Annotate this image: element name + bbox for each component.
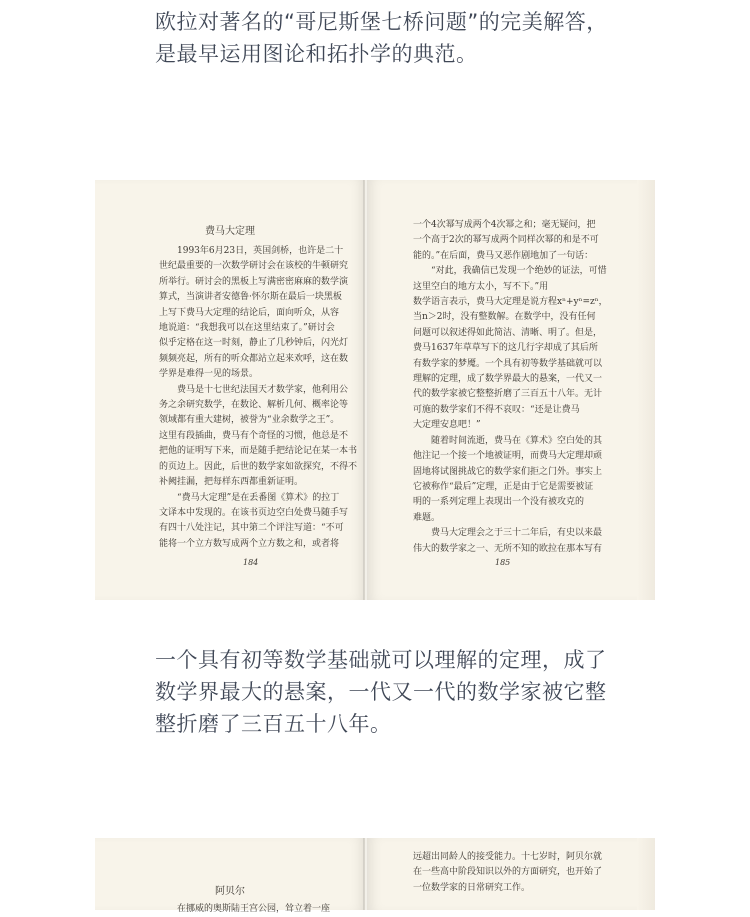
text-line: 地说道：“我想我可以在这里结束了。”研讨会 [159,323,335,334]
text-line: 学界是难得一见的场景。 [159,369,259,380]
text-line: 他注记一个接一个地被证明，而费马大定理却顽 [413,451,603,462]
text-line: 补阙挂漏，把每样东西都重新证明。 [159,477,304,488]
text-line: 数学语言表示，费马大定理是说方程xⁿ+yⁿ=zⁿ， [413,297,608,308]
text-line: 能将一个立方数写成两个立方数之和，或者将 [159,538,340,549]
text-line: 在挪威的奥斯陆王宫公园，耸立着一座 [177,904,331,914]
book-right-page [367,180,655,600]
caption-middle [155,644,607,740]
text-line: 难题。 [413,512,441,523]
text-line: 一个高于2次的幂写成两个同样次幂的和是不可 [413,235,599,246]
text-line: 明的一系列定理上表现出一个没有被攻克的 [413,497,585,508]
text-line: 文译本中发现的。在该书页边空白处费马随手写 [159,507,349,518]
text-line: 伟大的数学家之一、无所不知的欧拉在那本写有 [413,543,603,554]
text-line: 算式，当演讲者安德鲁·怀尔斯在最后一块黑板 [159,292,342,303]
text-line: 这里有段插曲，费马有个奇怪的习惯，他总是不 [159,430,349,441]
text-line: 上写下费马大定理的结论后，面向听众，从容 [159,307,340,318]
text-line: 在一些高中阶段知识以外的方面研究，也开始了 [413,867,603,878]
text-line: 费马1637年草草写下的这几行字却成了其后所 [413,343,598,354]
text-line: “费马大定理”是在丢番图《算术》的拉丁 [177,492,340,503]
text-line: 问题可以叙述得如此简洁、清晰、明了。但是， [413,327,603,338]
caption-middle-line-3: 整折磨了三百五十八年。 [155,712,392,736]
text-line: 务之余研究数学，在数论、解析几何、概率论等 [159,400,349,411]
caption-middle-line-1: 一个具有初等数学基础就可以理解的定理，成了 [155,648,607,672]
caption-top-line-1: 欧拉对著名的“哥尼斯堡七桥问题”的完美解答， [155,10,608,34]
text-line: 似乎定格在这一时刻，静止了几秒钟后，闪光灯 [159,338,349,349]
text-line: 频频亮起，所有的听众都站立起来欢呼，这在数 [159,353,349,364]
page-number: 185 [495,558,511,567]
text-line: 这里空白的地方太小，写不下。”用 [413,281,549,292]
text-line: 所举行。研讨会的黑板上写满密密麻麻的数学演 [159,276,349,287]
book-right-page [367,838,655,910]
book-left-page [95,838,365,914]
chapter-title: 费马大定理 [205,226,255,237]
right-page-text [413,850,602,896]
text-line: 的页边上。因此，后世的数学家如欲探究，不得不 [159,461,358,472]
text-line: 把他的证明写下来，而是随手把结论记在某一本书 [159,446,358,457]
text-line: “对此，我确信已发现一个绝妙的证法，可惜 [431,266,607,277]
text-line: 可施的数学家们不得不哀叹：“还是让费马 [413,404,580,415]
text-line: 有四十八处注记，其中第二个评注写道：“不可 [159,523,344,534]
page-number: 184 [243,558,259,567]
book-spread-photo-1 [95,180,655,600]
text-line: 有数学家的梦魇。一个具有初等数学基础就可以 [413,358,603,369]
text-line: 远超出同龄人的接受能力。十七岁时，阿贝尔就 [413,852,603,862]
text-line: 费马是十七世纪法国天才数学家，他利用公 [177,384,349,395]
text-line: 代的数学家被它整整折磨了三百五十八年。无计 [413,389,603,400]
text-line: 1993年6月23日，英国剑桥，也许是二十 [177,246,344,256]
text-line: 费马大定理会之于三十二年后，有史以来最 [431,528,603,539]
text-line: 随着时间流逝，费马在《算术》空白处的其 [431,435,603,446]
text-line: 能的。”在后面，费马又恶作剧地加了一句话： [413,250,594,261]
page-edge [637,838,655,910]
left-page-text [159,244,357,552]
page-edge [637,180,655,600]
book-spread-photo-2 [95,838,655,914]
text-line: 当n＞2时，没有整数解。在数学中，没有任何 [413,312,596,323]
text-line: 一位数学家的日常研究工作。 [413,882,531,893]
text-line: 领域都有重大建树，被誉为“业余数学之王”。 [159,415,340,426]
text-line: 固地将试图挑战它的数学家们拒之门外。事实上 [413,466,603,477]
text-line: 它被称作“最后”定理，正是由于它是需要被证 [413,481,594,492]
text-line: 理解的定理，成了数学界最大的悬案，一代又一 [413,374,603,385]
text-line: 大定理安息吧！” [413,420,481,431]
text-line: 世纪最重要的一次数学研讨会在该校的牛顿研究 [159,261,349,272]
caption-top-line-2: 是最早运用图论和拓扑学的典范。 [155,42,478,66]
book-left-page [95,180,365,600]
chapter-title: 阿贝尔 [215,886,245,897]
caption-middle-line-2: 数学界最大的悬案，一代又一代的数学家被它整 [155,680,607,704]
right-page-text [413,218,608,557]
text-line: 一个4次幂写成两个4次幂之和；毫无疑问，把 [413,220,596,230]
caption-top [155,6,608,70]
